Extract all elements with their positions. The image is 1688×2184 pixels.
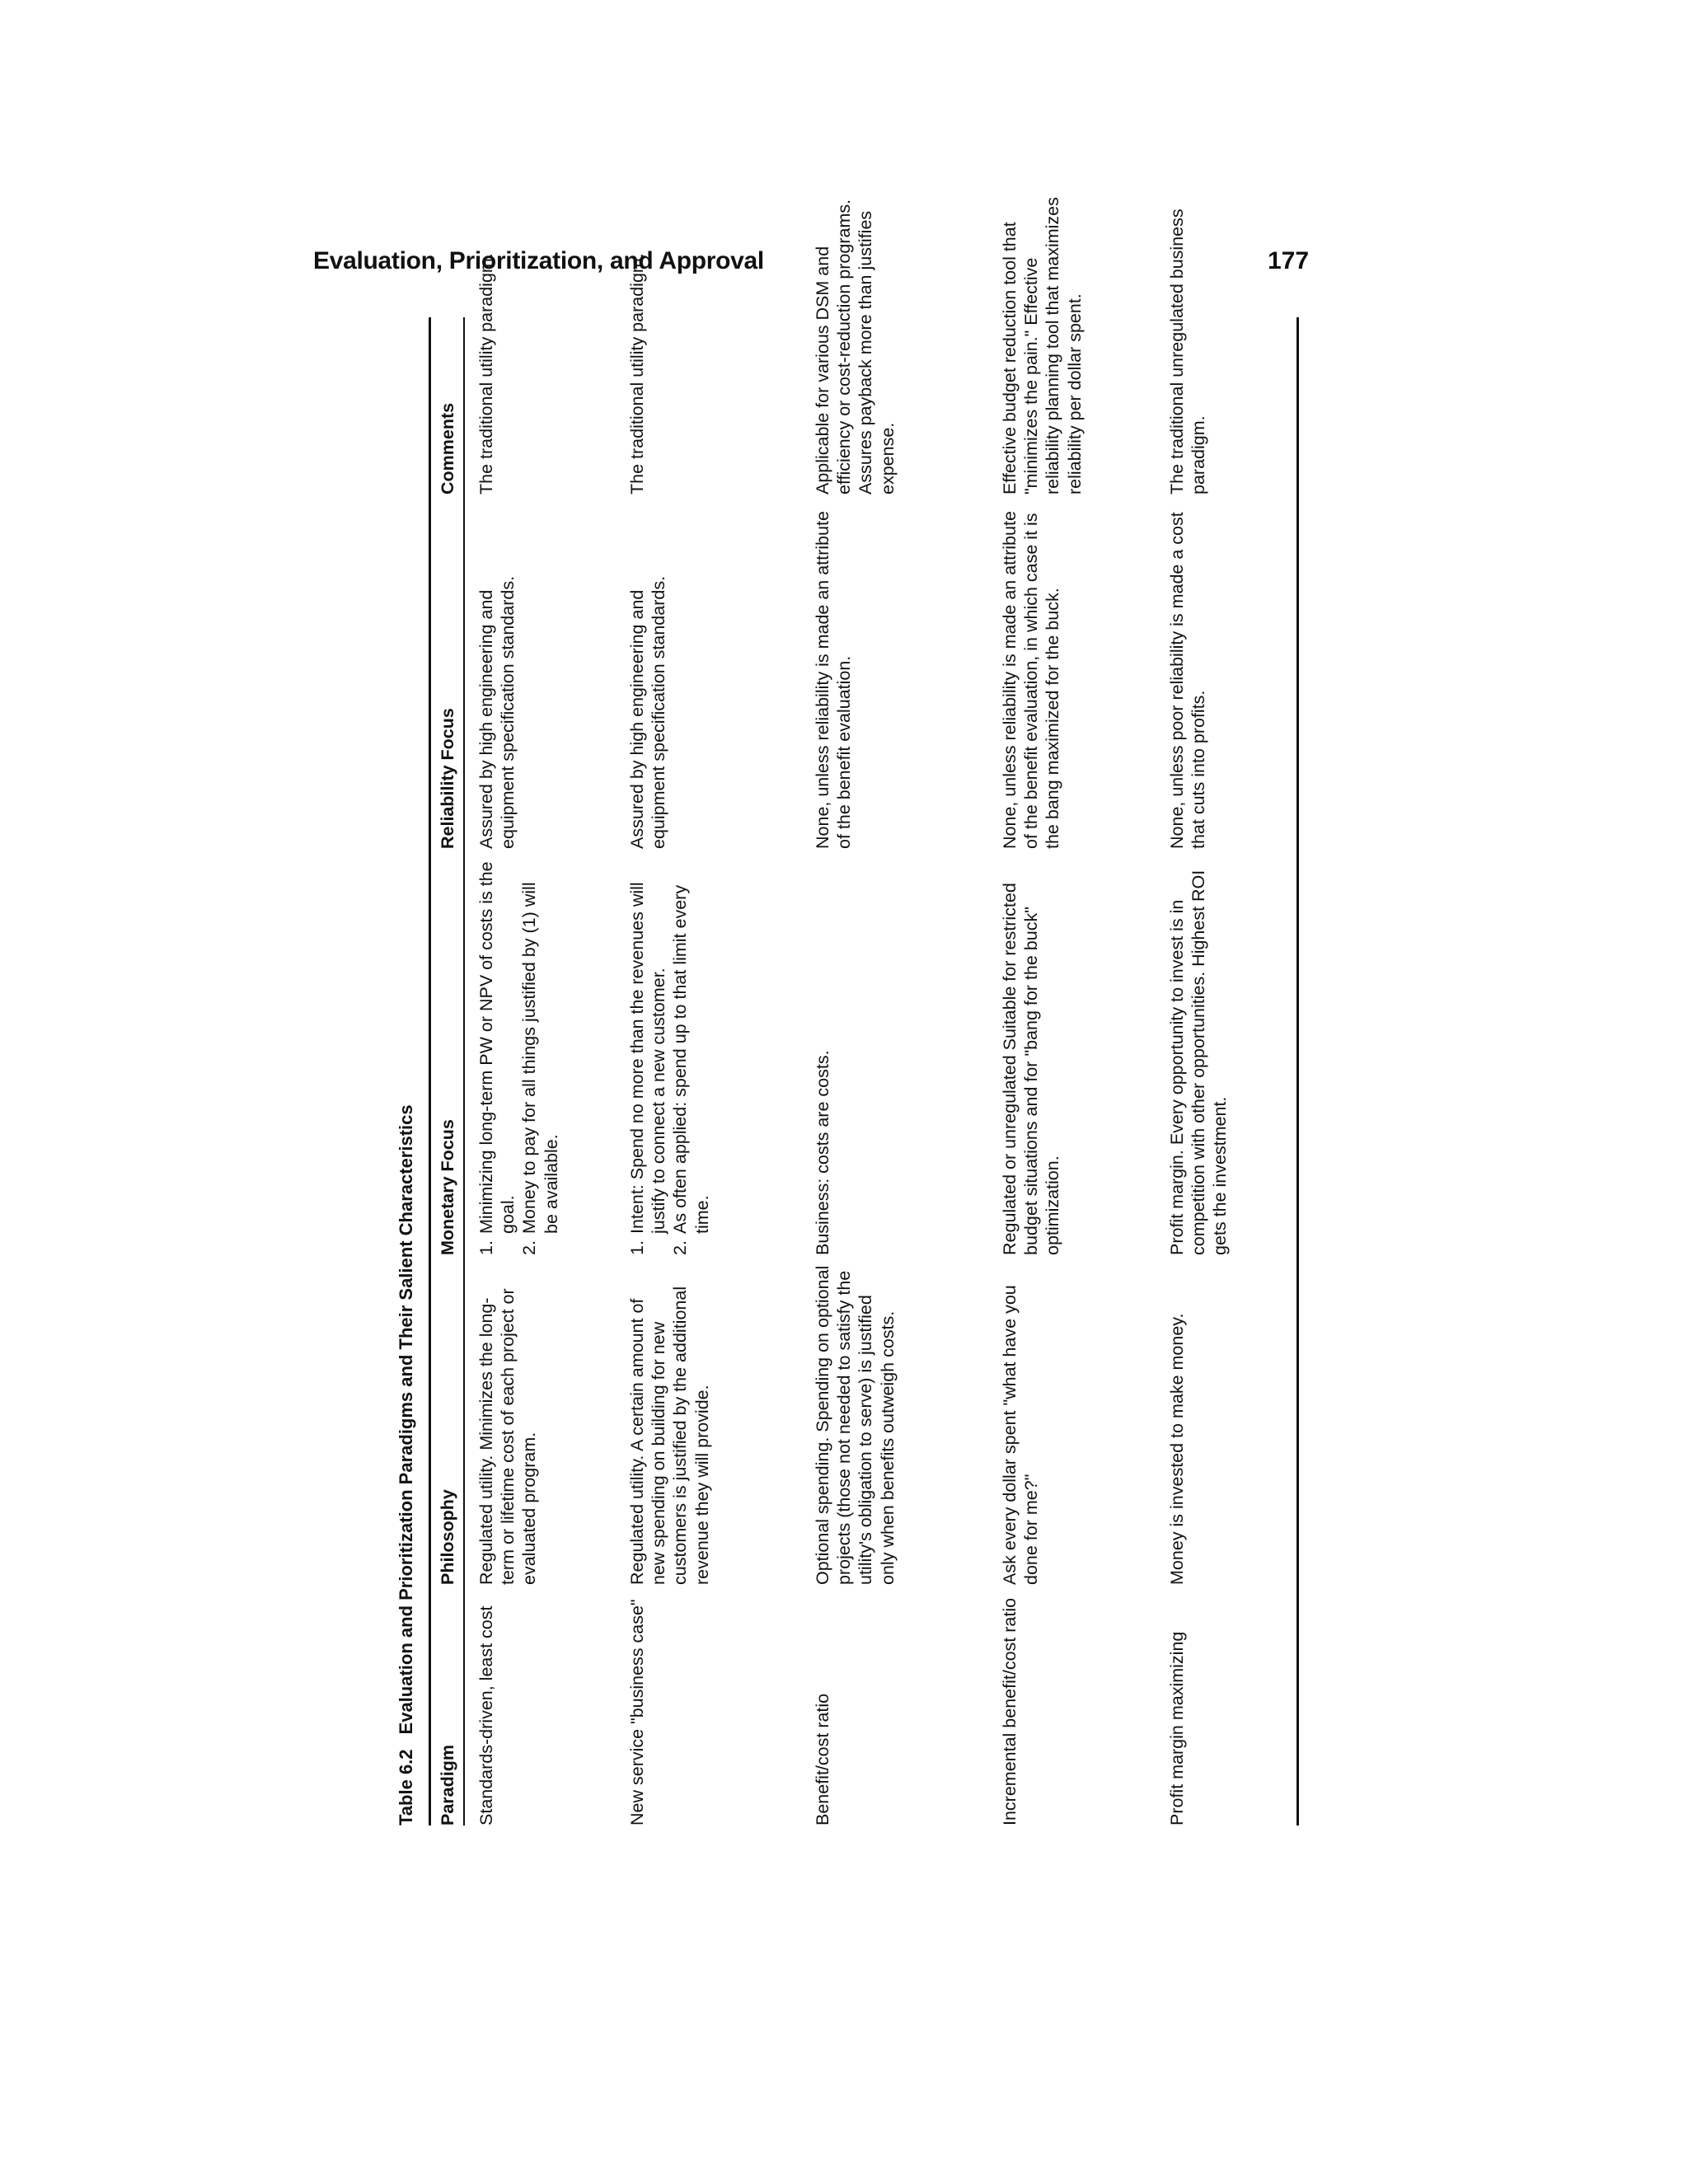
cell-reliability-focus: Assured by high engineering and equipment specification standards. (627, 575, 669, 849)
table-caption-title: Evaluation and Prioritization Paradigms and Their Salient Characteristics (396, 1104, 416, 1735)
list-number: 1. (476, 1240, 496, 1255)
list-text: Minimizing long-term PW or NPV of costs is the goal. (476, 861, 518, 1234)
cell-reliability-focus: None, unless poor reliability is made a cost that cuts into profits. (1167, 512, 1209, 849)
cell-philosophy: Regulated utility. Minimizes the long-term or lifetime cost of each project or evaluated program. (476, 1288, 540, 1585)
header-paradigm: Paradigm (438, 1745, 457, 1825)
cell-paradigm: New service "business case" (627, 1599, 647, 1825)
cell-philosophy: Money is invested to make money. (1167, 1313, 1187, 1585)
cell-paradigm: Profit margin maximizing (1167, 1631, 1187, 1825)
header-monetary-focus: Monetary Focus (438, 1119, 457, 1255)
header-comments: Comments (438, 402, 457, 494)
header-reliability-focus: Reliability Focus (438, 708, 457, 849)
cell-comments: Effective budget reduction tool that "minimizes the pain." Effective reliability planning tool that maximizes reliability per dollar spent. (1000, 197, 1085, 494)
cell-monetary-focus: Business: costs are costs. (813, 1050, 832, 1255)
cell-paradigm: Standards-driven, least cost (476, 1605, 496, 1825)
list-number: 2. (670, 1240, 691, 1255)
list-text: Money to pay for all things justified by (1) will be available. (519, 882, 561, 1234)
cell-comments: The traditional utility paradigm. (476, 253, 496, 494)
list-text: As often applied: spend up to that limit every time. (670, 884, 712, 1234)
list-number: 2. (519, 1240, 540, 1255)
header-philosophy: Philosophy (438, 1489, 457, 1585)
page-number: 177 (1268, 247, 1310, 274)
cell-reliability-focus: Assured by high engineering and equipment specification standards. (476, 575, 518, 849)
running-head-title: Evaluation, Prioritization, and Approval (313, 247, 764, 274)
list-item (476, 860, 518, 1255)
cell-philosophy: Optional spending. Spending on optional projects (those not needed to satisfy the utility's obligation to serve) is justified only when benefits outweigh costs. (813, 1265, 898, 1585)
cell-philosophy: Regulated utility. A certain amount of new spending on building for new customers is justified by the additional revenue they will provide. (627, 1286, 712, 1585)
cell-philosophy: Ask every dollar spent "what have you done for me?" (1000, 1285, 1042, 1585)
cell-monetary-focus (626, 860, 713, 1255)
table-bottom-rule (1296, 317, 1299, 1825)
cell-comments: Applicable for various DSM and efficiency or cost-reduction programs. Assures payback more than justifies expense. (813, 199, 898, 494)
list-text: Intent: Spend no more than the revenues will justify to connect a new customer. (627, 882, 669, 1234)
cell-monetary-focus: Profit margin. Every opportunity to invest is in competition with other opportunities. Highest ROI gets the investment. (1167, 869, 1231, 1255)
table-header-row (432, 317, 463, 1825)
list-item (518, 860, 561, 1255)
cell-comments: The traditional utility paradigm. (627, 253, 647, 494)
cell-monetary-focus (476, 860, 562, 1255)
table-top-rule (429, 317, 431, 1825)
cell-monetary-focus: Regulated or unregulated Suitable for restricted budget situations and for "bang for the buck" optimization. (1000, 883, 1063, 1255)
list-number: 1. (627, 1240, 647, 1255)
list-item (626, 860, 669, 1255)
cell-paradigm: Benefit/cost ratio (813, 1693, 832, 1825)
cell-paradigm: Incremental benefit/cost ratio (1000, 1597, 1020, 1825)
cell-reliability-focus: None, unless reliability is made an attribute of the benefit evaluation. (813, 511, 855, 849)
cell-reliability-focus: None, unless reliability is made an attribute of the benefit evaluation, in which case it is the bang maximized for the buck. (1000, 511, 1063, 849)
table-caption (396, 317, 427, 1825)
list-item (669, 860, 712, 1255)
table-caption-number: Table 6.2 (396, 1749, 416, 1825)
table-header-rule (463, 317, 465, 1825)
cell-comments: The traditional unregulated business paradigm. (1167, 209, 1209, 494)
